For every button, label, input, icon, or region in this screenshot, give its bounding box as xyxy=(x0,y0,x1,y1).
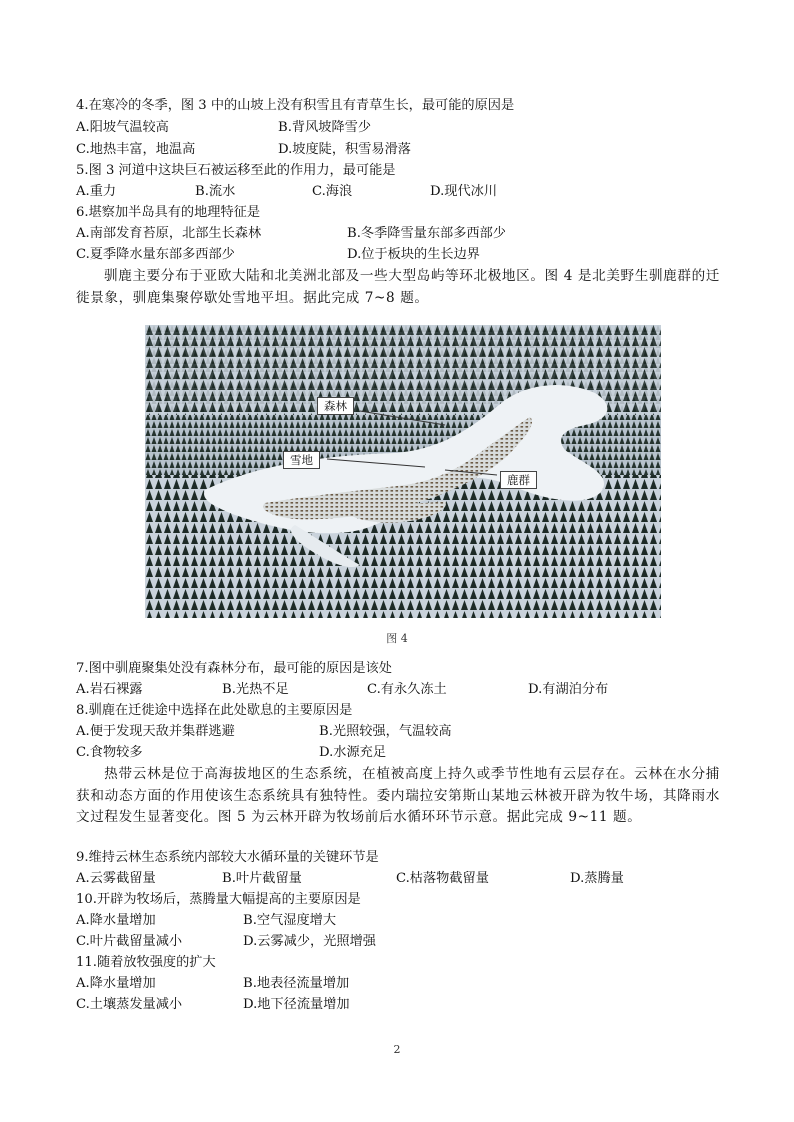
q8-option-d: D.水源充足 xyxy=(319,745,387,760)
forest-label: 森林 xyxy=(317,397,354,415)
q6-option-d: D.位于板块的生长边界 xyxy=(347,247,480,262)
q8-option-a: A.便于发现天敌并集群逃避 xyxy=(76,724,235,739)
q7-stem: 7.图中驯鹿聚集处没有森林分布，最可能的原因是该处 xyxy=(76,661,392,676)
q4-option-b: B.背风坡降雪少 xyxy=(278,120,372,135)
page-number: 2 xyxy=(393,1043,401,1056)
q4-option-c: C.地热丰富，地温高 xyxy=(76,142,196,157)
q11-option-d: D.地下径流量增加 xyxy=(243,997,350,1012)
q8-option-b: B.光照较强，气温较高 xyxy=(319,724,452,739)
q11-option-b: B.地表径流量增加 xyxy=(243,976,350,991)
q10-stem: 10.开辟为牧场后，蒸腾量大幅提高的主要原因是 xyxy=(76,892,361,907)
q9-option-a: A.云雾截留量 xyxy=(76,871,156,886)
q5-option-a: A.重力 xyxy=(76,184,117,199)
q8-stem: 8.驯鹿在迁徙途中选择在此处歇息的主要原因是 xyxy=(76,703,353,718)
q5-stem: 5.图 3 河道中这块巨石被运移至此的作用力，最可能是 xyxy=(76,163,396,178)
q6-option-b: B.冬季降雪量东部多西部少 xyxy=(347,226,506,241)
q10-option-d: D.云雾减少，光照增强 xyxy=(243,934,376,949)
q6-option-c: C.夏季降水量东部多西部少 xyxy=(76,247,235,262)
q9-option-d: D.蒸腾量 xyxy=(570,871,624,886)
q7-option-d: D.有湖泊分布 xyxy=(528,682,609,697)
q9-option-c: C.枯落物截留量 xyxy=(396,871,489,886)
reindeer-intro-text: 驯鹿主要分布于亚欧大陆和北美洲北部及一些大型岛屿等环北极地区。图 4 是北美野生驯鹿群的迁徙景象，驯鹿集聚停歇处雪地平坦。据此完成 7~8 题。 xyxy=(76,268,720,306)
snowfield-label: 雪地 xyxy=(283,451,320,469)
q10-option-b: B.空气湿度增大 xyxy=(243,913,337,928)
q9-stem: 9.维持云林生态系统内部较大水循环量的关键环节是 xyxy=(76,850,379,865)
q9-option-b: B.叶片截留量 xyxy=(222,871,302,886)
q5-option-c: C.海浪 xyxy=(312,184,353,199)
q10-option-c: C.叶片截留量减小 xyxy=(76,934,183,949)
q4-stem: 4.在寒冷的冬季，图 3 中的山坡上没有积雪且有青草生长，最可能的原因是 xyxy=(76,98,515,113)
q7-option-a: A.岩石裸露 xyxy=(76,682,143,697)
cloudforest-intro-paragraph xyxy=(76,764,720,829)
q5-option-d: D.现代冰川 xyxy=(430,184,498,199)
q7-option-b: B.光热不足 xyxy=(222,682,289,697)
cloudforest-intro-text: 热带云林是位于高海拔地区的生态系统，在植被高度上持久或季节性地有云层存在。云林在水分捕获和动态方面的作用使该生态系统具有独特性。委内瑞拉安第斯山某地云林被开辟为牧牛场，其降雨水文过程发生显著变化。图 5 为云林开辟为牧场前后水循环环节示意。据此完成 9~11 题。 xyxy=(76,766,720,825)
q11-option-a: A.降水量增加 xyxy=(76,976,156,991)
q6-stem: 6.堪察加半岛具有的地理特征是 xyxy=(76,205,261,220)
q4-option-a: A.阳坡气温较高 xyxy=(76,120,169,135)
q6-option-a: A.南部发育苔原，北部生长森林 xyxy=(76,226,262,241)
reindeer-intro-paragraph xyxy=(76,266,720,309)
q4-option-d: D.坡度陡，积雪易滑落 xyxy=(278,142,411,157)
herd-label: 鹿群 xyxy=(500,471,537,489)
q7-option-c: C.有永久冻土 xyxy=(367,682,447,697)
q11-stem: 11.随着放牧强度的扩大 xyxy=(76,955,216,970)
q8-option-c: C.食物较多 xyxy=(76,745,143,760)
q11-option-c: C.土壤蒸发量减小 xyxy=(76,997,183,1012)
q5-option-b: B.流水 xyxy=(195,184,236,199)
figure-caption: 图 4 xyxy=(386,632,408,645)
reindeer-photo xyxy=(145,325,661,618)
q10-option-a: A.降水量增加 xyxy=(76,913,156,928)
